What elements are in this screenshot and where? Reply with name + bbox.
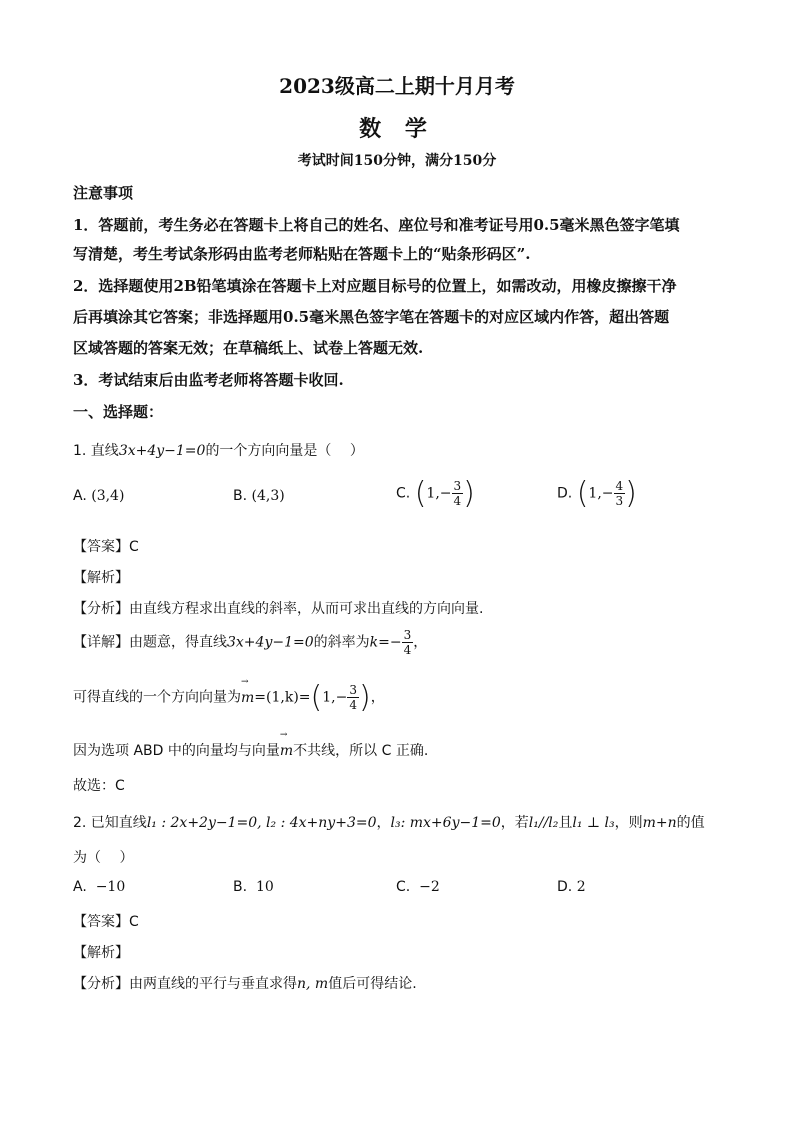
note-2-line-2: 后再填涂其它答案；非选择题用0.5毫米黑色签字笔在答题卡的对应区域内作答，超出答题 xyxy=(73,308,670,326)
q2-answer: 【答案】C xyxy=(73,914,139,930)
vector-m: → m xyxy=(241,690,254,706)
q1-because: 因为选项 ABD 中的向量均与向量→ m不共线，所以 C 正确. xyxy=(73,740,723,760)
subject-title: 数 学 xyxy=(359,116,435,142)
q1-option-d: D. (1,− $\frac{4}{3}$ ) xyxy=(557,476,637,511)
note-2-line-3: 区域答题的答案无效；在草稿纸上、试卷上答题无效. xyxy=(73,339,424,357)
q2-stem: 2. 已知直线l₁ : 2x+2y−1=0, l₂ : 4x+ny+3=0，l₃: mx+6y−1=0，若l₁//l₂且l₁ ⊥ l₃，则m+n的值 xyxy=(73,815,705,831)
q1-option-c: C. (1,− $\frac{3}{4}$ ) xyxy=(396,476,475,511)
q1-xiangjie: 【详解】由题意，得直线3x+4y−1=0的斜率为k=− $\frac{3}{4}$ ， xyxy=(73,628,428,657)
q2-analysis-tag: 【解析】 xyxy=(73,945,129,961)
q1-vector: 可得直线的一个方向向量为→ m=(1,k)=(1,− $\frac{3}{4}$ )， xyxy=(73,680,723,715)
q2-option-b: B. 10 xyxy=(233,879,274,895)
note-3: 3．考试结束后由监考老师将答题卡收回. xyxy=(73,371,344,389)
q1-choose: 故选：C xyxy=(73,778,125,794)
q1-answer: 【答案】C xyxy=(73,539,139,555)
note-1-line-2: 写清楚，考生考试条形码由监考老师粘贴在答题卡上的“贴条形码区”. xyxy=(73,245,531,263)
section-heading: 一、选择题： xyxy=(73,403,164,421)
vector-m: → m xyxy=(280,743,293,759)
q1-option-b: B. (4,3) xyxy=(233,488,285,504)
q1-option-a: A. (3,4) xyxy=(73,488,125,504)
q2-option-c: C. −2 xyxy=(396,879,440,895)
q2-option-d: D. 2 xyxy=(557,879,586,895)
q2-option-a: A. −10 xyxy=(73,879,126,895)
q2-stem-line-2: 为（ ） xyxy=(73,850,134,866)
exam-title: 2023级高二上期十月月考 xyxy=(279,74,515,98)
q1-fenxi: 【分析】由直线方程求出直线的斜率，从而可求出直线的方向向量. xyxy=(73,601,484,617)
note-1-line-1: 1．答题前，考生务必在答题卡上将自己的姓名、座位号和准考证号用0.5毫米黑色签字笔填 xyxy=(73,216,680,234)
q2-fenxi: 【分析】由两直线的平行与垂直求得n, m值后可得结论. xyxy=(73,976,417,992)
notes-heading: 注意事项 xyxy=(73,184,134,202)
note-2-line-1: 2．选择题使用2B铅笔填涂在答题卡上对应题目标号的位置上，如需改动，用橡皮擦擦干净 xyxy=(73,277,677,295)
q1-analysis-tag: 【解析】 xyxy=(73,570,129,586)
q1-stem: 1. 直线3x+4y−1=0的一个方向向量是（ ） xyxy=(73,443,364,459)
q1-equation: 3x+4y−1=0 xyxy=(118,443,206,459)
exam-meta: 考试时间150分钟，满分150分 xyxy=(297,153,497,169)
